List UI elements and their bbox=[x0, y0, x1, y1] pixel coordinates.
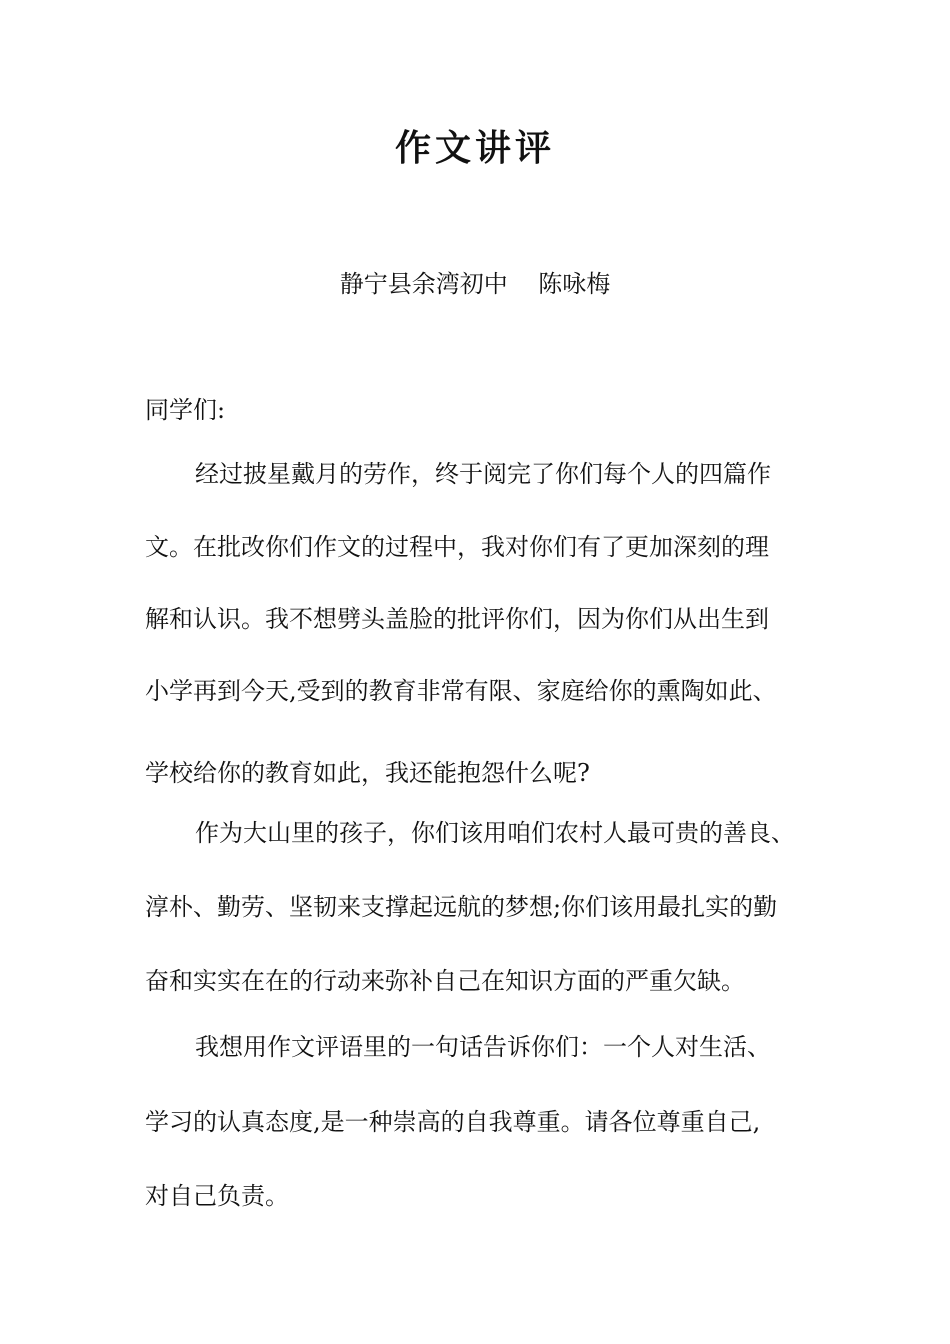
body-line: 作为大山里的孩子，你们该用咱们农村人最可贵的善良、 bbox=[195, 819, 795, 847]
body-line: 学习的认真态度,是一种崇高的自我尊重。请各位尊重自己, bbox=[145, 1108, 761, 1136]
body-line: 学校给你的教育如此，我还能抱怨什么呢? bbox=[145, 759, 590, 787]
author-line: 静宁县余湾初中 陈咏梅 bbox=[339, 270, 611, 298]
body-line: 经过披星戴月的劳作，终于阅完了你们每个人的四篇作 bbox=[195, 460, 771, 488]
body-line: 小学再到今天,受到的教育非常有限、家庭给你的熏陶如此、 bbox=[145, 677, 777, 705]
greeting: 同学们: bbox=[145, 396, 226, 424]
body-line: 淳朴、勤劳、坚韧来支撑起远航的梦想;你们该用最扎实的勤 bbox=[145, 893, 778, 921]
document-title: 作文讲评 bbox=[394, 127, 555, 169]
body-line: 文。在批改你们作文的过程中，我对你们有了更加深刻的理 bbox=[145, 533, 769, 561]
body-line: 奋和实实在在的行动来弥补自己在知识方面的严重欠缺。 bbox=[145, 967, 745, 995]
body-line: 对自己负责。 bbox=[145, 1182, 289, 1210]
body-line: 我想用作文评语里的一句话告诉你们：一个人对生活、 bbox=[195, 1033, 771, 1061]
body-line: 解和认识。我不想劈头盖脸的批评你们，因为你们从出生到 bbox=[145, 605, 769, 633]
